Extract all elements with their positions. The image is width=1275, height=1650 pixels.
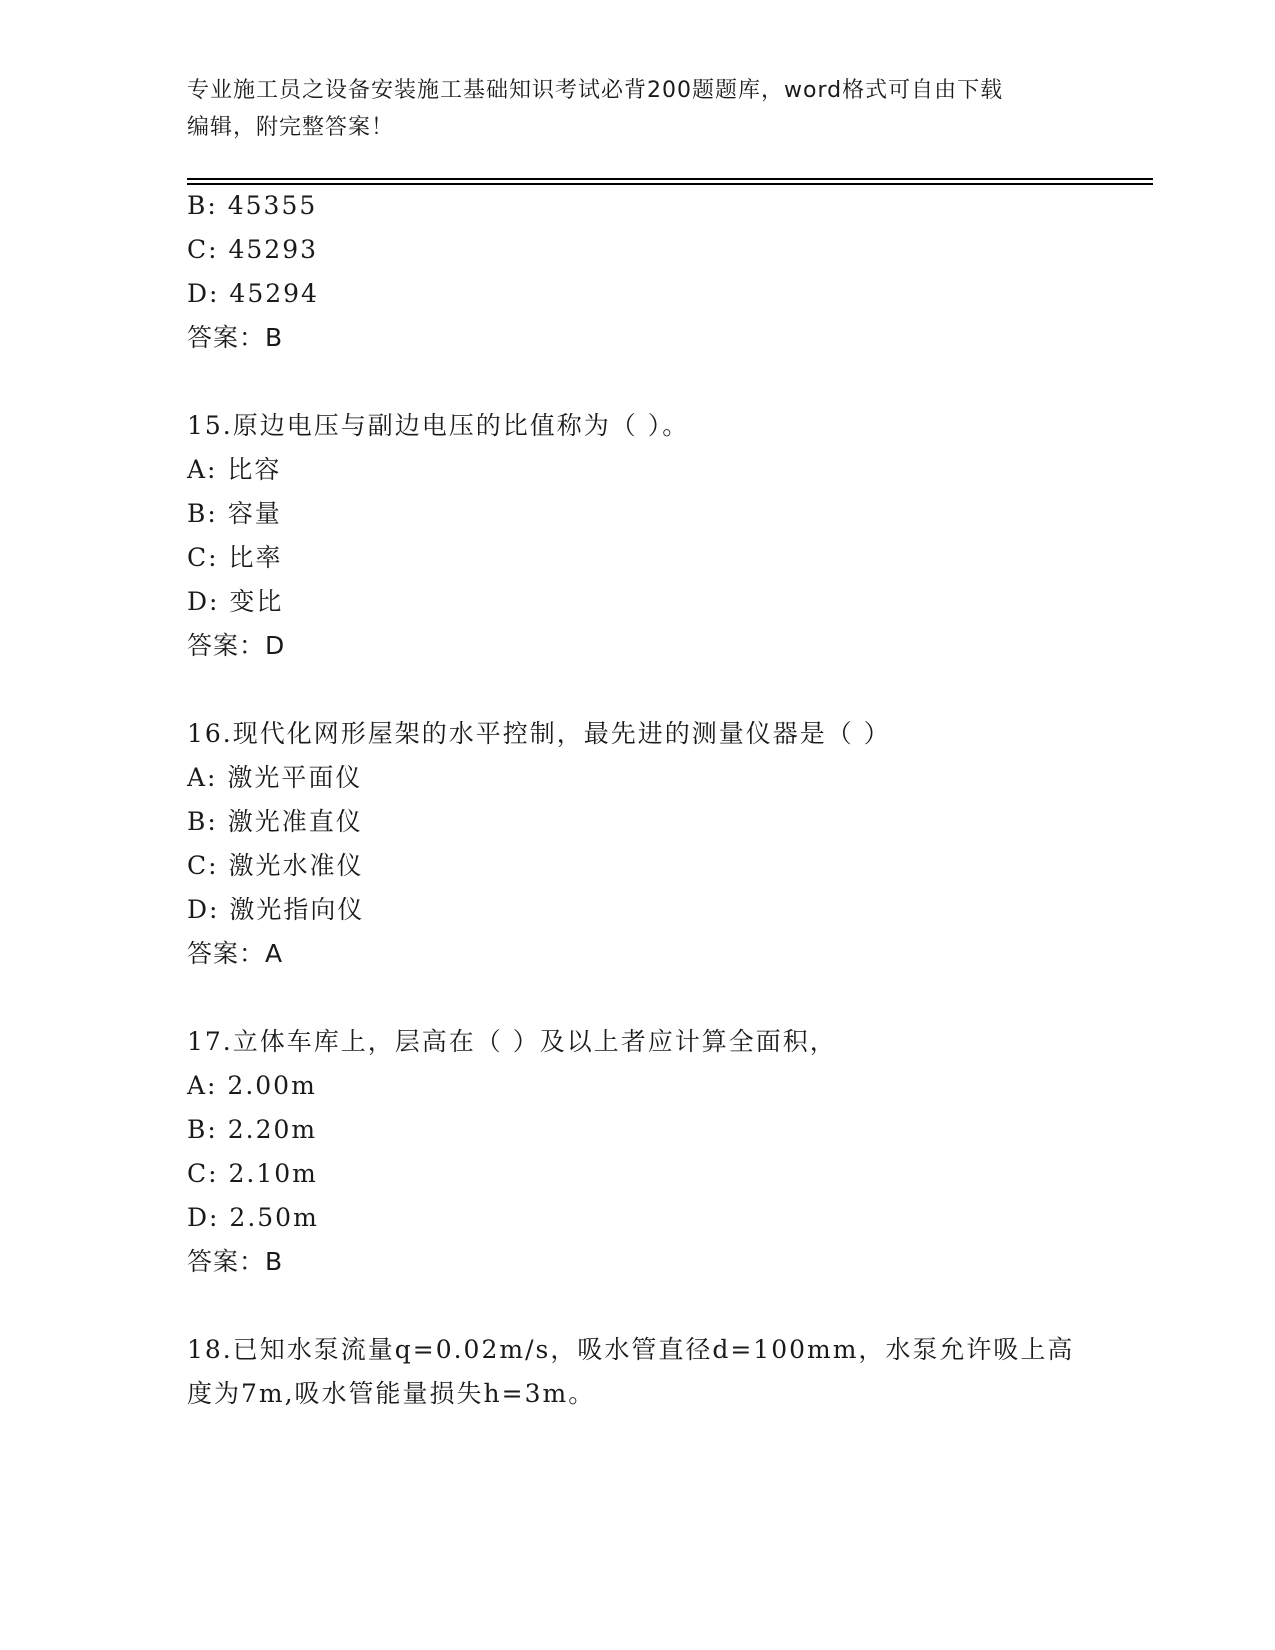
- q18-question-line-2: 度为7m,吸水管能量损失h=3m。: [187, 1379, 596, 1408]
- q17-option-d: D: 2.50m: [187, 1203, 319, 1232]
- q17-answer: 答案：B: [187, 1247, 284, 1276]
- q14-answer: 答案：B: [187, 323, 284, 352]
- q15-option-a: A: 比容: [187, 455, 282, 484]
- q17-option-a: A: 2.00m: [187, 1071, 317, 1100]
- q16-option-c: C: 激光水准仪: [187, 851, 364, 880]
- header-divider-top: [187, 178, 1153, 180]
- q14-option-c: C: 45293: [187, 235, 319, 264]
- q16-answer: 答案：A: [187, 939, 284, 968]
- q16-option-a: A: 激光平面仪: [187, 763, 363, 792]
- q14-option-d: D: 45294: [187, 279, 319, 308]
- q15-option-b: B: 容量: [187, 499, 282, 528]
- q14-option-b: B: 45355: [187, 191, 318, 220]
- header-line-1: 专业施工员之设备安装施工基础知识考试必背200题题库，word格式可自由下载: [187, 78, 1004, 103]
- header-divider-bottom: [187, 183, 1153, 185]
- q17-option-c: C: 2.10m: [187, 1159, 318, 1188]
- q15-option-d: D: 变比: [187, 587, 284, 616]
- header-line-2: 编辑，附完整答案！: [187, 115, 395, 140]
- q17-option-b: B: 2.20m: [187, 1115, 318, 1144]
- q18-question-line-1: 18.已知水泵流量q=0.02m/s，吸水管直径d=100mm，水泵允许吸上高: [187, 1335, 1075, 1364]
- q15-question: 15.原边电压与副边电压的比值称为（ ）。: [187, 411, 690, 440]
- q16-option-d: D: 激光指向仪: [187, 895, 365, 924]
- q16-question: 16.现代化网形屋架的水平控制，最先进的测量仪器是（ ）: [187, 719, 891, 748]
- q17-question: 17.立体车库上，层高在（ ）及以上者应计算全面积，: [187, 1027, 837, 1056]
- document-header: [187, 72, 1067, 146]
- q16-option-b: B: 激光准直仪: [187, 807, 363, 836]
- q15-answer: 答案：D: [187, 631, 286, 660]
- q15-option-c: C: 比率: [187, 543, 283, 572]
